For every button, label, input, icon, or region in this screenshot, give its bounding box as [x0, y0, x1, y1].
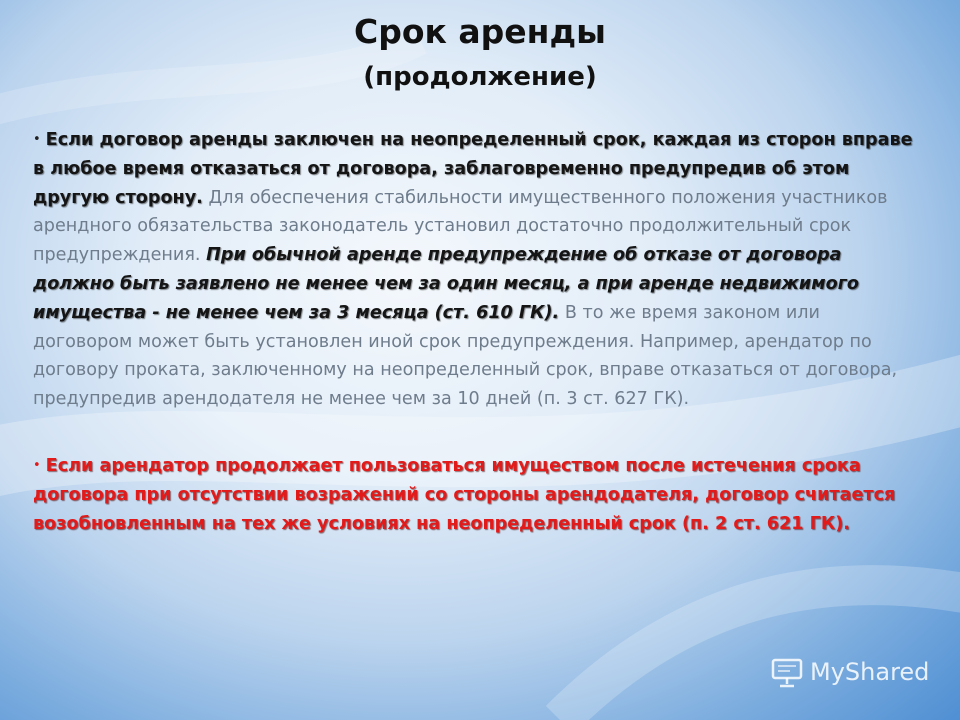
paragraph-renewal: [33, 452, 923, 538]
slide-title: Срок аренды: [354, 12, 606, 51]
bold-intro-text: Если договор аренды заключен на неопределенный срок, каждая из сторон вправе в любое время отказаться от договора, заблаговременно предупредив об этом другую сторону.: [33, 130, 913, 208]
slide-subtitle: (продолжение): [363, 62, 597, 92]
body-text-2: В то же время законом или договором может быть установлен иной срок предупреждения. Например, арендатор по договору проката, заключенному на неопределенный срок, вправе отказаться от договора, предупредив арендодателя не менее чем за 10 дней (п. 3 ст. 627 ГК).: [33, 302, 898, 410]
watermark-text: MyShared: [810, 658, 930, 686]
bullet-icon: •: [33, 132, 41, 147]
paragraph-notice-period: [33, 126, 923, 414]
paragraph-spacer: [33, 414, 923, 452]
slide-body: [33, 126, 923, 538]
italic-bold-text: При обычной аренде предупреждение об отказе от договора должно быть заявлено не менее чем за один месяц, а при аренде недвижимого имущества - не менее чем за 3 месяца (ст. 610 ГК).: [33, 245, 859, 323]
bullet-icon: •: [33, 457, 41, 473]
watermark: [770, 652, 940, 692]
body-text-1: Для обеспечения стабильности имущественного положения участников арендного обязательства законодатель установил достаточно продолжительный срок предупреждения.: [33, 187, 888, 266]
red-bold-text: Если арендатор продолжает пользоваться имуществом после истечения срока договора при отсутствии возражений со стороны арендодателя, договор считается возобновленным на тех же условиях на неопределенный срок (п. 2 ст. 621 ГК).: [33, 455, 896, 534]
presentation-board-icon: [770, 655, 804, 689]
